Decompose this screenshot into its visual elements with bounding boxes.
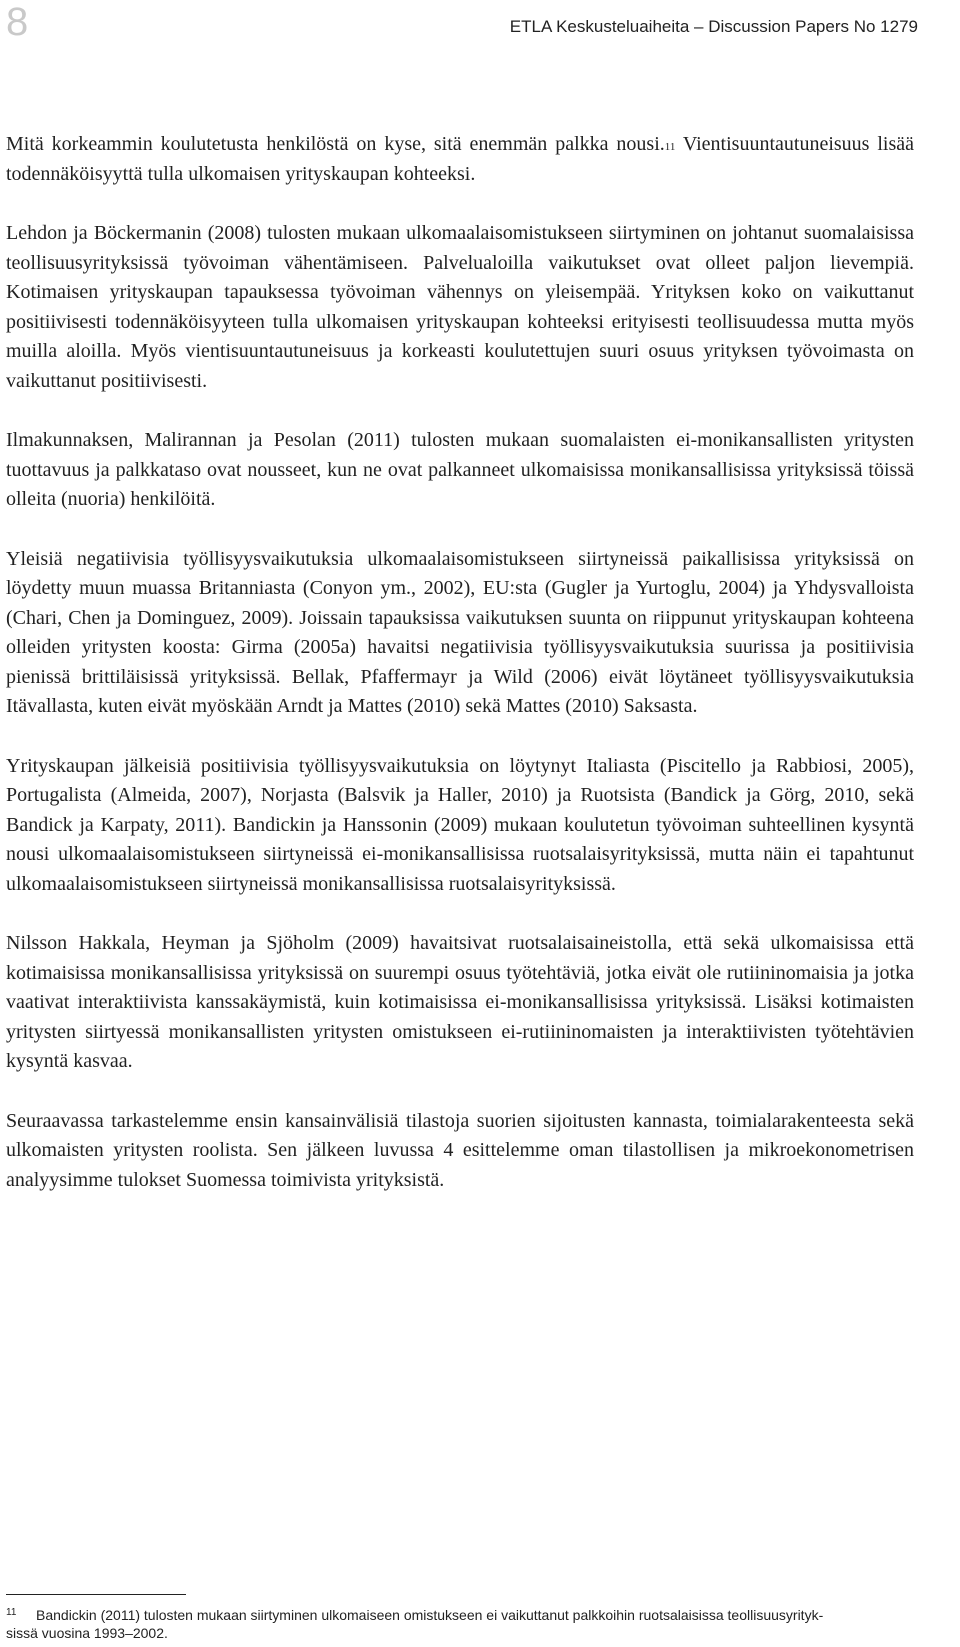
paragraph-1 <box>6 130 914 189</box>
footnote-text <box>6 1606 914 1642</box>
running-header: ETLA Keskusteluaiheita – Discussion Papers No 1279 <box>509 17 918 36</box>
paragraph-7: Seuraavassa tarkastelemme ensin kansainvälisiä tilastoja suorien sijoitusten kannasta, toimialarakenteesta sekä ulkomaisten yritysten roolista. Sen jälkeen luvussa 4 esittelemme oman tilastollisen ja mikroekonometrisen analyysimme tulokset Suomessa toimivista yrityksistä. <box>6 1109 914 1191</box>
footnote-line-2: sissä vuosina 1993–2002. <box>6 1625 168 1641</box>
footnote-line-1: Bandickin (2011) tulosten mukaan siirtyminen ulkomaiseen omistukseen ei vaikuttanut palkkoihin ruotsalaisissa teollisuusyrityk- <box>36 1607 824 1623</box>
footnote-reference: 11 <box>664 141 676 153</box>
paragraph-5: Yrityskaupan jälkeisiä positiivisia työllisyysvaikutuksia on löytynyt Italiasta (Piscitello ja Rabbiosi, 2005), Portugalista (Almeida, 2007), Norjasta (Balsvik ja Haller, 2010) ja Ruotsista (Bandick ja Görg, 2010, sekä Bandick ja Karpaty, 2011). Bandickin ja Hanssonin (2009) mukaan koulutetun työvoiman suhteellinen kysyntä nousi ulkomaalaisomistukseen siirtyneissä ei-monikansallisissa ruotsalaisyrityksissä, mutta näin ei tapahtunut ulkomaalaisomistukseen siirtyneissä monikansallisissa ruotsalaisyrityksissä. <box>6 754 914 895</box>
paragraph-1-part-1: Mitä korkeammin koulutetusta henkilöstä on kyse, sitä enemmän palkka nousi. <box>6 133 665 155</box>
paragraph-4: Yleisiä negatiivisia työllisyysvaikutuksia ulkomaalaisomistukseen siirtyneissä paikallisissa yrityksissä on löydetty muun muassa Britanniasta (Conyon ym., 2002), EU:sta (Gugler ja Yurtoglu, 2004) ja Yhdysvalloista (Chari, Chen ja Dominguez, 2009). Joissain tapauksissa vaikutuksen suunta on riippunut yrityskaupan kohteena olleiden yritysten koosta: Girma (2005a) havaitsi negatiivisia työllisyysvaikutuksia suurissa ja positiivisia pienissä brittiläisissä yrityksissä. Bellak, Pfaffermayr ja Wild (2006) eivät löytäneet työllisyysvaikutuksia Itävallasta, kuten eivät myöskään Arndt ja Mattes (2010) sekä Mattes (2010) Saksasta. <box>6 547 914 717</box>
paragraph-2: Lehdon ja Böckermanin (2008) tulosten mukaan ulkomaalaisomistukseen siirtyminen on johtanut suomalaisissa teollisuusyrityksissä työvoiman vähentämiseen. Palvelualoilla vaikutukset ovat olleet paljon lievempiä. Kotimaisen yrityskaupan tapauksessa työvoiman vähennys on yleisempää. Yrityksen koko on vaikuttanut positiivisesti todennäköisyyteen tulla ulkomaisen yrityskaupan kohteeksi erityisesti teollisuudessa mutta myös muilla aloilla. Myös vientisuuntautuneisuus ja korkeasti koulutettujen suuri osuus yrityksen työvoimasta on vaikuttanut positiivisesti. <box>6 222 914 392</box>
footnote-divider <box>6 1594 186 1595</box>
body-text <box>6 130 914 1225</box>
page-number: 8 <box>6 0 29 44</box>
paragraph-1-part-2: Vientisuuntautuneisuus lisää todennäköisyyttä tulla ulkomaisen yrityskaupan kohteeksi. <box>6 133 914 185</box>
paragraph-3: Ilmakunnaksen, Malirannan ja Pesolan (2011) tulosten mukaan suomalaisten ei-monikansallisten yritysten tuottavuus ja palkkataso ovat nousseet, kun ne ovat palkanneet ulkomaisissa monikansallisissa yrityksissä töissä olleita (nuoria) henkilöitä. <box>6 429 914 510</box>
paragraph-6: Nilsson Hakkala, Heyman ja Sjöholm (2009) havaitsivat ruotsalaisaineistolla, että sekä ulkomaisissa että kotimaisissa monikansallisissa yrityksissä on suurempi osuus työtehtäviä, jotka eivät ole rutiininomaisia ja jotka vaativat interaktiivista kanssakäymistä, kuin kotimaisissa ei-monikansallisissa yrityksissä. Lisäksi kotimaisten yritysten siirtyessä monikansallisten yritysten omistukseen ei-rutiininomaisten ja interaktiivisten työtehtävien kysyntä kasvaa. <box>6 932 914 1072</box>
footnote-number: 11 <box>6 1607 17 1618</box>
footnote <box>6 1606 914 1642</box>
